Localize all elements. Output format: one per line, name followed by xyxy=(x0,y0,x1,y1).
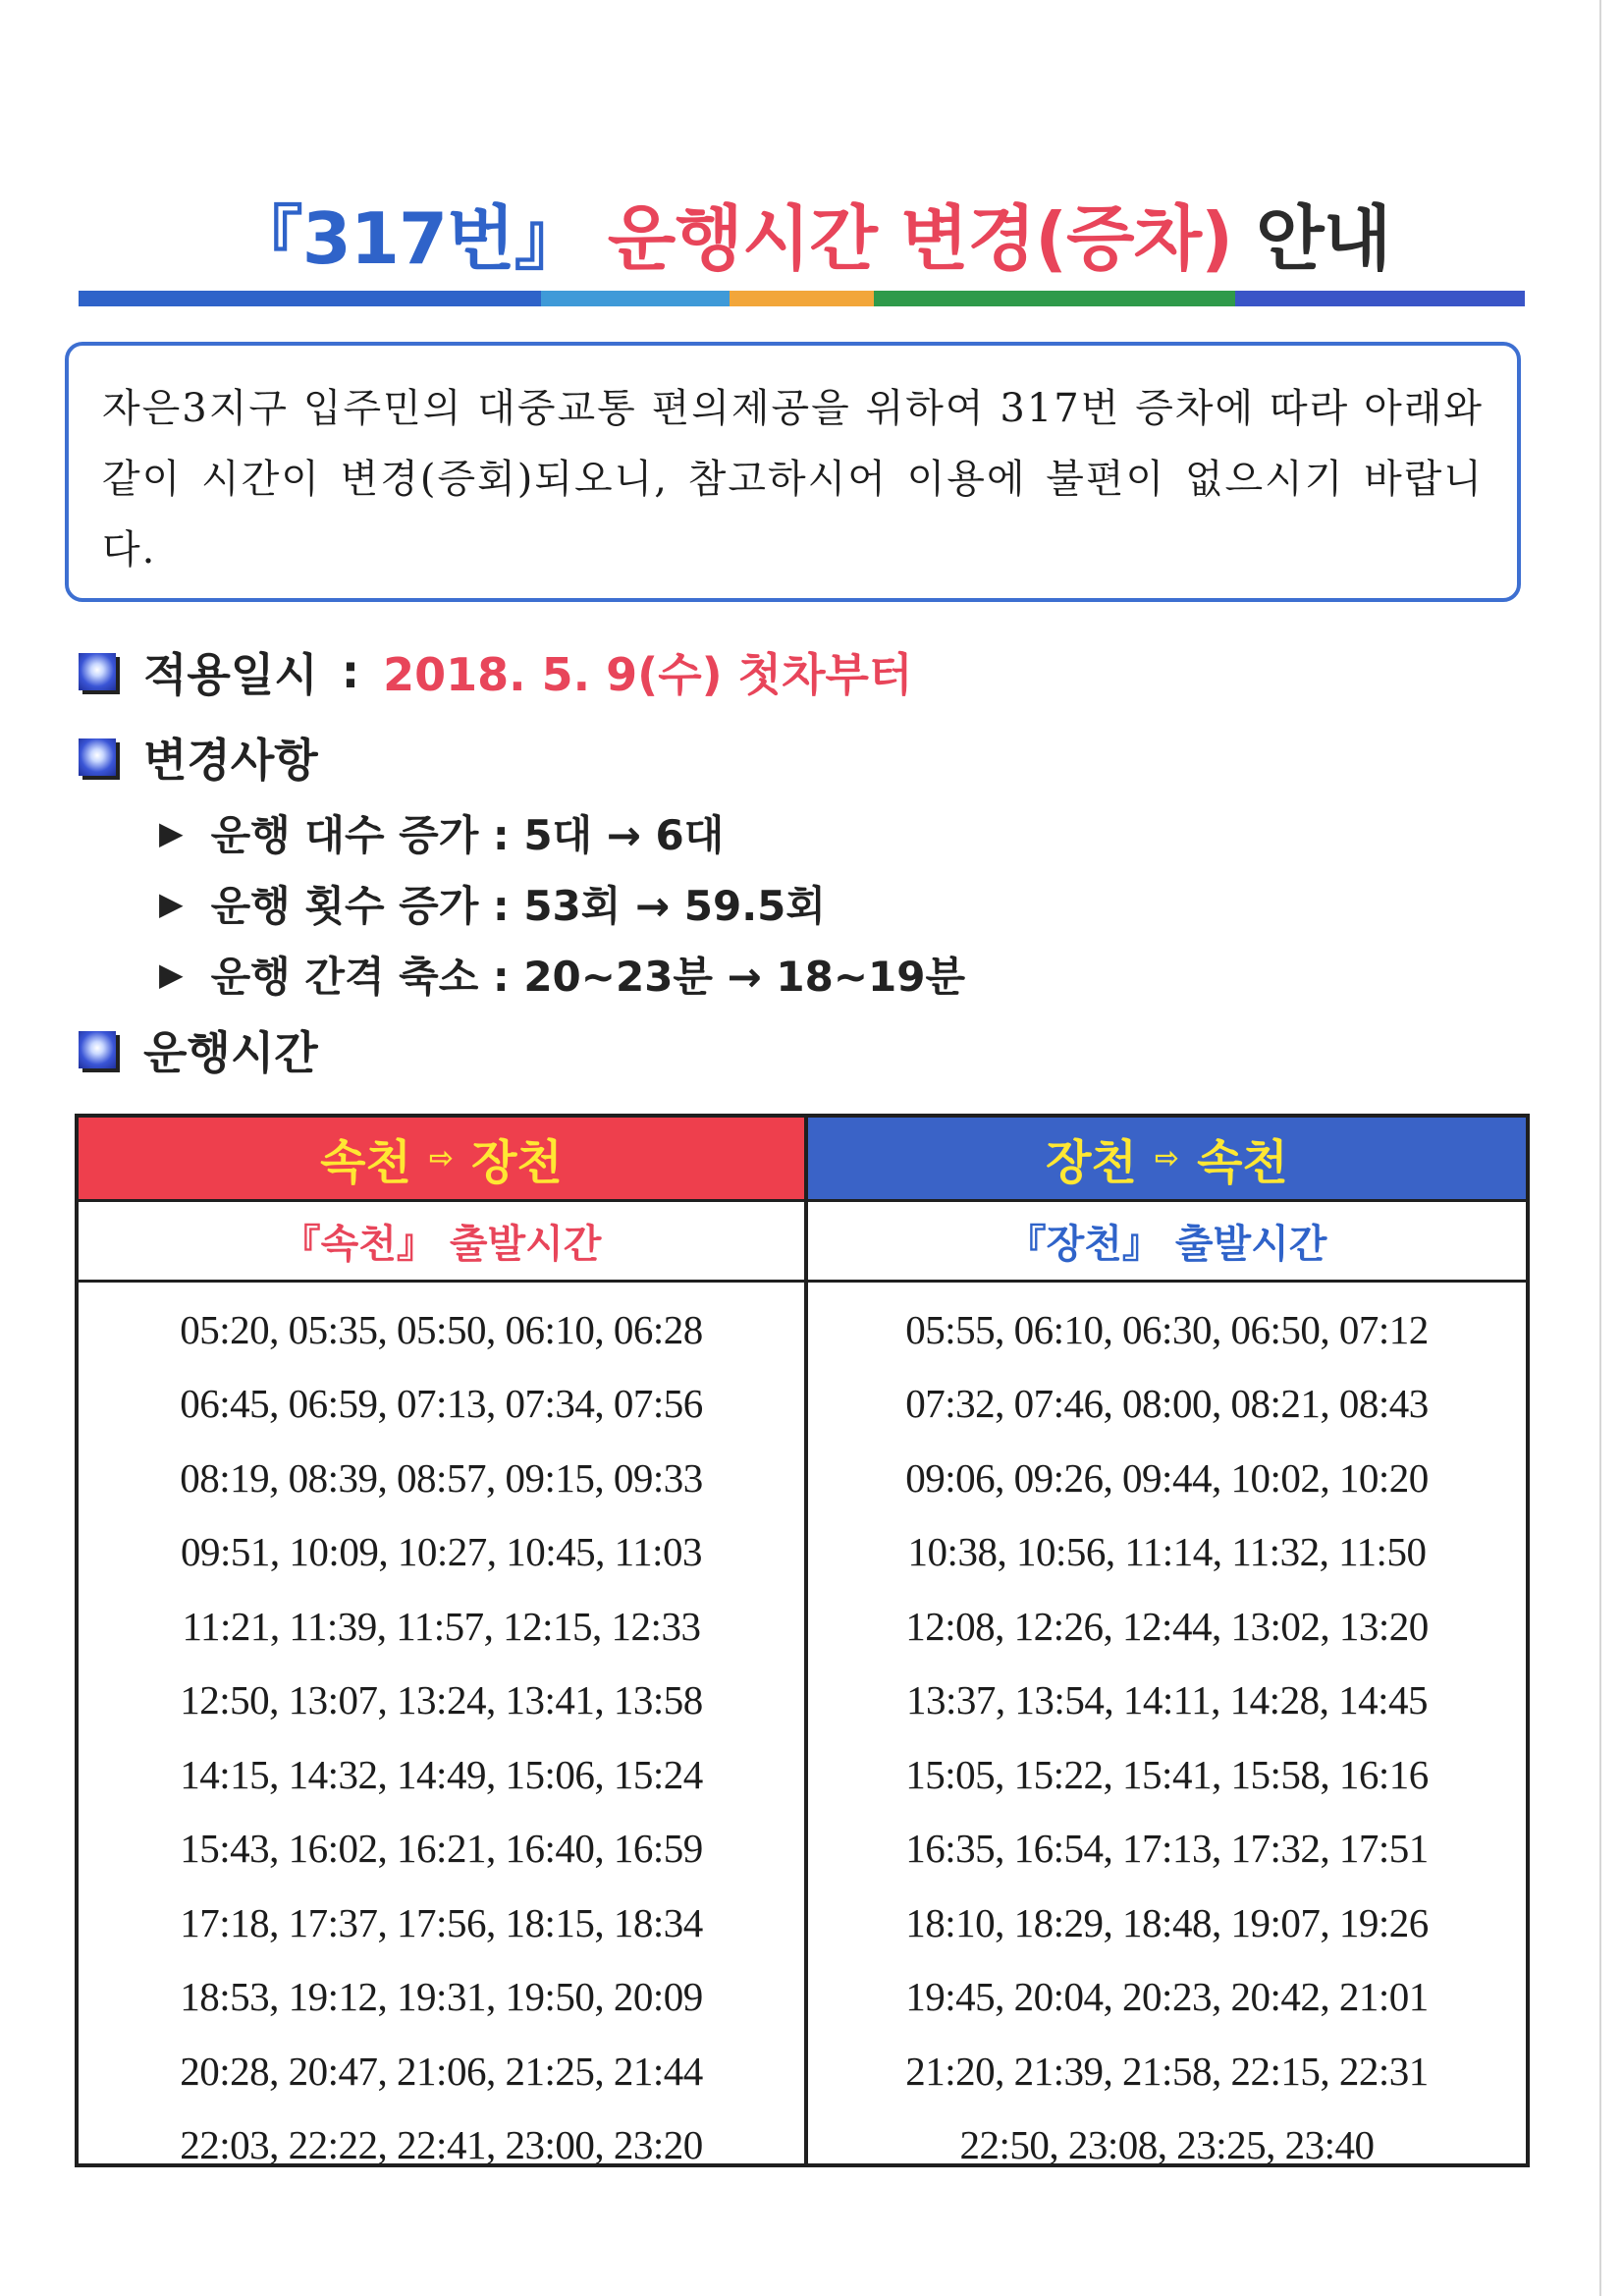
change-item xyxy=(159,807,724,858)
square-bullet-icon xyxy=(79,1031,116,1068)
time-row: 09:51, 10:09, 10:27, 10:45, 11:03 xyxy=(181,1529,702,1575)
rule-segment xyxy=(874,291,1235,306)
title-route: 『317번』 xyxy=(232,197,584,280)
schedule-column-left xyxy=(79,1118,808,2168)
time-row: 10:38, 10:56, 11:14, 11:32, 11:50 xyxy=(907,1529,1427,1575)
time-row: 18:53, 19:12, 19:31, 19:50, 20:09 xyxy=(180,1974,703,2020)
time-row: 20:28, 20:47, 21:06, 21:25, 21:44 xyxy=(180,2048,703,2094)
schedule-table xyxy=(75,1114,1530,2167)
time-row: 15:05, 15:22, 15:41, 15:58, 16:16 xyxy=(905,1751,1429,1797)
effective-date-separator: : xyxy=(341,645,360,698)
square-bullet-icon xyxy=(79,653,116,690)
square-bullet-icon xyxy=(79,738,116,776)
title-color-rule xyxy=(79,291,1525,306)
time-row: 19:45, 20:04, 20:23, 20:42, 21:01 xyxy=(905,1974,1429,2020)
time-row: 05:55, 06:10, 06:30, 06:50, 07:12 xyxy=(905,1306,1429,1352)
title-guide: 안내 xyxy=(1256,197,1391,280)
notice-box xyxy=(65,342,1521,602)
column-route-header xyxy=(79,1118,804,1202)
title-change: 운행시간 변경(증차) xyxy=(607,197,1233,280)
time-row: 12:50, 13:07, 13:24, 13:41, 13:58 xyxy=(180,1677,703,1723)
rule-segment xyxy=(730,291,874,306)
rule-segment xyxy=(1235,291,1525,306)
rule-segment xyxy=(541,291,729,306)
scan-edge-line xyxy=(1599,0,1601,2296)
time-row: 14:15, 14:32, 14:49, 15:06, 15:24 xyxy=(180,1751,703,1797)
time-row: 21:20, 21:39, 21:58, 22:15, 22:31 xyxy=(905,2048,1429,2094)
changes-section xyxy=(79,730,318,785)
change-item-text: 운행 횟수 증가 : 53회 → 59.5회 xyxy=(210,882,826,930)
rule-segment xyxy=(79,291,541,306)
time-row: 08:19, 08:39, 08:57, 09:15, 09:33 xyxy=(180,1454,703,1501)
effective-date-value: 2018. 5. 9(수) 첫차부터 xyxy=(383,648,913,701)
time-row: 16:35, 16:54, 17:13, 17:32, 17:51 xyxy=(905,1826,1429,1872)
column-route-header xyxy=(808,1118,1526,1202)
time-row: 18:10, 18:29, 18:48, 19:07, 19:26 xyxy=(905,1899,1429,1945)
triangle-right-icon: ▶ xyxy=(159,885,184,922)
time-list xyxy=(79,1283,804,2182)
time-row: 05:20, 05:35, 05:50, 06:10, 06:28 xyxy=(180,1306,703,1352)
time-row: 07:32, 07:46, 08:00, 08:21, 08:43 xyxy=(905,1381,1429,1427)
arrow-right-icon: ⇨ xyxy=(1154,1141,1180,1175)
notice-text: 자은3지구 입주민의 대중교통 편의제공을 위하여 317번 증차에 따라 아래와 같이 시간이 변경(증회)되오니, 참고하시어 이용에 불편이 없으시기 바랍니다. xyxy=(102,386,1484,573)
changes-heading: 변경사항 xyxy=(143,734,318,787)
route-from: 장천 xyxy=(1046,1135,1137,1190)
effective-date-section xyxy=(79,644,912,699)
column-departure-subtitle: 『장천』 출발시간 xyxy=(808,1202,1526,1283)
time-row: 17:18, 17:37, 17:56, 18:15, 18:34 xyxy=(180,1899,703,1945)
column-departure-subtitle: 『속천』 출발시간 xyxy=(79,1202,804,1283)
page-title xyxy=(0,182,1623,284)
schedule-heading: 운행시간 xyxy=(143,1026,318,1079)
time-row: 11:21, 11:39, 11:57, 12:15, 12:33 xyxy=(182,1603,701,1649)
time-row: 22:03, 22:22, 22:41, 23:00, 23:20 xyxy=(180,2122,703,2168)
route-to: 장천 xyxy=(471,1135,563,1190)
arrow-right-icon: ⇨ xyxy=(428,1141,455,1175)
schedule-section xyxy=(79,1022,318,1077)
change-item-text: 운행 대수 증가 : 5대 → 6대 xyxy=(210,811,725,859)
change-item-text: 운행 간격 축소 : 20~23분 → 18~19분 xyxy=(210,953,966,1001)
effective-date-label: 적용일시 xyxy=(143,648,318,701)
route-to: 속천 xyxy=(1197,1135,1288,1190)
schedule-column-right xyxy=(808,1118,1526,2168)
time-row: 15:43, 16:02, 16:21, 16:40, 16:59 xyxy=(180,1826,703,1872)
triangle-right-icon: ▶ xyxy=(159,814,184,851)
change-item xyxy=(159,878,826,929)
time-list xyxy=(808,1283,1526,2182)
triangle-right-icon: ▶ xyxy=(159,956,184,993)
route-from: 속천 xyxy=(320,1135,411,1190)
time-row: 22:50, 23:08, 23:25, 23:40 xyxy=(959,2122,1375,2168)
change-item xyxy=(159,949,965,1000)
time-row: 13:37, 13:54, 14:11, 14:28, 14:45 xyxy=(906,1677,1428,1723)
time-row: 06:45, 06:59, 07:13, 07:34, 07:56 xyxy=(180,1381,703,1427)
time-row: 09:06, 09:26, 09:44, 10:02, 10:20 xyxy=(905,1454,1429,1501)
time-row: 12:08, 12:26, 12:44, 13:02, 13:20 xyxy=(905,1603,1429,1649)
